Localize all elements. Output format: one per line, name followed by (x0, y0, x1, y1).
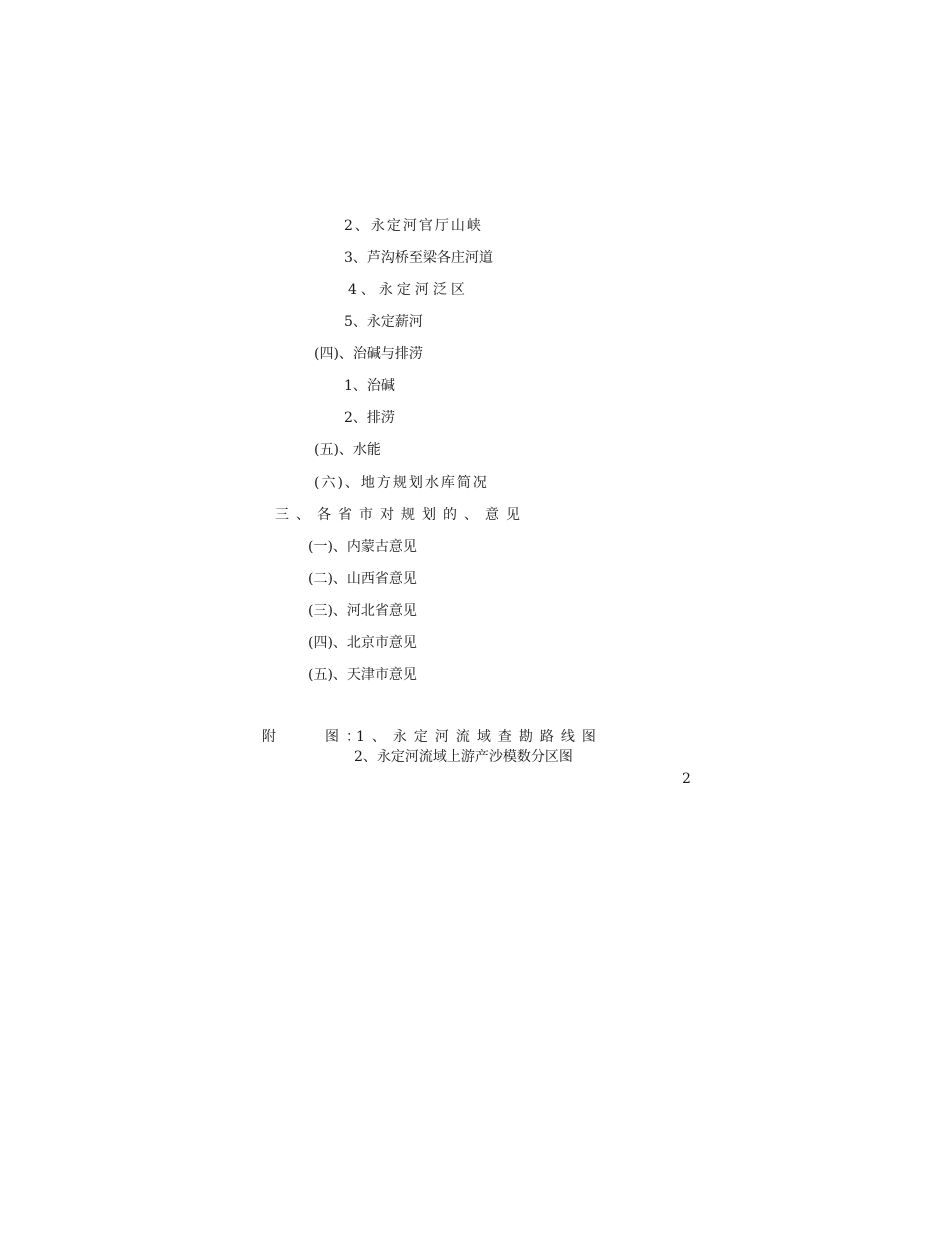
appendix-map-1: 1、永定河流域查勘路线图 (356, 729, 603, 745)
toc-opinion-5: (五)、天津市意见 (308, 667, 417, 683)
toc-opinion-2: (二)、山西省意见 (308, 571, 417, 587)
toc-chapter-3: 三、各省市对规划的、意见 (275, 507, 527, 523)
toc-item-2: 2、永定河官厅山峡 (344, 218, 483, 234)
toc-section-4: (四)、治碱与排涝 (314, 346, 423, 362)
toc-item-3: 3、芦沟桥至梁各庄河道 (344, 250, 493, 266)
appendix-label: 附 图： (262, 729, 367, 745)
page-number: 2 (682, 771, 691, 787)
toc-section-5: (五)、水能 (314, 442, 381, 458)
toc-opinion-3: (三)、河北省意见 (308, 603, 417, 619)
toc-section-4-item-1: 1、治碱 (344, 378, 395, 394)
toc-section-4-item-2: 2、排涝 (344, 410, 395, 426)
toc-section-6: (六)、地方规划水库简况 (314, 475, 489, 491)
toc-item-4: 4、永定河泛区 (348, 282, 469, 298)
toc-opinion-4: (四)、北京市意见 (308, 635, 417, 651)
appendix-map-2: 2、永定河流域上游产沙模数分区图 (354, 749, 573, 765)
toc-opinion-1: (一)、内蒙古意见 (308, 539, 417, 555)
toc-item-5: 5、永定薪河 (344, 314, 423, 330)
